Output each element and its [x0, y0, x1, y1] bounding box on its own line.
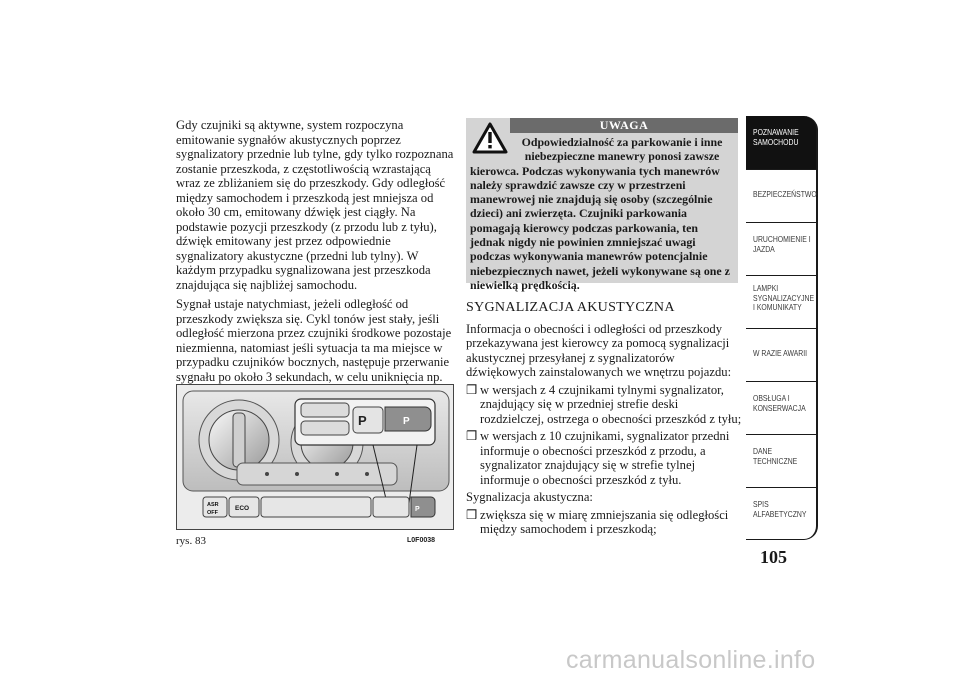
watermark: carmanualsonline.info [566, 646, 816, 674]
tab-lampki-sygnalizacyjne[interactable]: LAMPKI SYGNALIZACYJNE I KOMUNIKATY [746, 275, 818, 328]
warning-body: kierowca. Podczas wykonywania tych manewrów należy sprawdzić zawsze czy w przestrzeni manewrowej nie znajdują się osoby (szczególnie dzieci) ani zwierzęta. Czujniki parkowania pomagają kierowcy podczas parkowania, ten jednak nigdy nie powinien zmniejszać uwagi podczas wykonywania manewrów potencjalnie niebezpiecznych nawet, jeżeli wykonywane są one z niewielką prędkością. [470, 163, 730, 292]
figure-caption: rys. 83 [176, 535, 206, 547]
checkbox-bullet-icon: ❒ [466, 429, 478, 443]
figure-code: L0F0038 [407, 537, 436, 544]
list-item: ❒ zwiększa się w miarę zmniejszania się odległości między samochodem i przeszkodą; [466, 507, 729, 536]
checkbox-bullet-icon: ❒ [466, 507, 478, 522]
right-column [466, 301, 742, 540]
tab-poznawanie-samochodu[interactable]: POZNAWANIE SAMOCHODU [746, 116, 818, 169]
warning-text [470, 135, 734, 292]
tab-obsluga-konserwacja[interactable]: OBSŁUGA I KONSERWACJA [746, 381, 818, 434]
p-label: P [403, 416, 410, 427]
asr-label: ASR [207, 502, 219, 508]
p-small-label: P [415, 506, 420, 513]
tab-uruchomienie-jazda[interactable]: URUCHOMIENIE I JAZDA [746, 222, 818, 275]
bullet-list [466, 508, 742, 537]
subheading: Sygnalizacja akustyczna: [466, 490, 593, 504]
tab-spis-alfabetyczny[interactable]: SPIS ALFABETYCZNY [746, 487, 818, 540]
parking-sensor-symbol: P [358, 413, 367, 428]
page-number: 105 [760, 547, 787, 567]
checkbox-bullet-icon: ❒ [466, 382, 478, 397]
paragraph: Informacja o obecności i odległości od przeszkody przekazywana jest kierowcy za pomocą sygnalizacji akustycznej przesyłanej z sygnalizatorów dźwiękowych zainstalowanych we wnętrzu pojazdu: [466, 321, 732, 379]
warning-box [466, 118, 738, 292]
paragraph: Gdy czujniki są aktywne, system rozpoczyna emitowanie sygnałów akustycznych poprzez sygnalizatory przednie lub tylne, gdy tylko rozpoznana zostanie przeszkoda, z częstotliwością wzrastającą wraz ze zbliżaniem się do przeszkody. Gdy odległość między samochodem i przeszkodą jest mniejsza od około 30 cm, emitowany dźwięk jest ciągły. Na podstawie pozycji przeszkody (z przodu lub z tyłu), dźwięk emitowany jest przez odpowiednie sygnalizatory akustyczne (przedni lub tylny). W każdym przypadku sygnalizowana jest przeszkoda znajdująca się najbliżej samochodu. [176, 118, 454, 292]
dashboard-illustration [177, 385, 454, 530]
tab-bezpieczenstwo[interactable]: BEZPIECZEŃSTWO [746, 169, 818, 222]
eco-label: ECO [235, 505, 250, 512]
list-item: ❒ w wersjach z 10 czujnikami, sygnalizator przedni informuje o obecności przeszkód z przodu, a sygnalizator znajdujący się w strefie tylnej informuje o obecności przeszkód z tyłu. [466, 429, 730, 487]
list-item: ❒ w wersjach z 4 czujnikami tylnymi sygnalizator, znajdujący się w przedniej strefie deski rozdzielczej, ostrzega o obecności przeszkód z tyłu; [466, 382, 742, 426]
paragraph: Sygnał ustaje natychmiast, jeżeli odległość od przeszkody zwiększa się. Cykl tonów jest stały, jeśli odległość mierzona przez czujniki środkowe pozostaje niezmienna, natomiast jeśli sytuacja ta ma miejsce w przypadku czujników bocznych, następuje przerwanie sygnału po około 3 sekundach, w celu uniknięcia np. [176, 297, 452, 384]
left-column [176, 118, 454, 418]
section-heading: SYGNALIZACJA AKUSTYCZNA [466, 300, 675, 315]
warning-lead: Odpowiedzialność za parkowanie i inne niebezpieczne manewry ponosi zawsze [521, 135, 723, 164]
off-label: OFF [207, 510, 218, 516]
warning-title: UWAGA [510, 118, 738, 133]
tab-dane-techniczne[interactable]: DANE TECHNICZNE [746, 434, 818, 487]
bullet-list [466, 383, 742, 488]
figure-dashboard [176, 384, 454, 530]
tab-w-razie-awarii[interactable]: W RAZIE AWARII [746, 328, 818, 381]
section-tabs [746, 116, 818, 540]
